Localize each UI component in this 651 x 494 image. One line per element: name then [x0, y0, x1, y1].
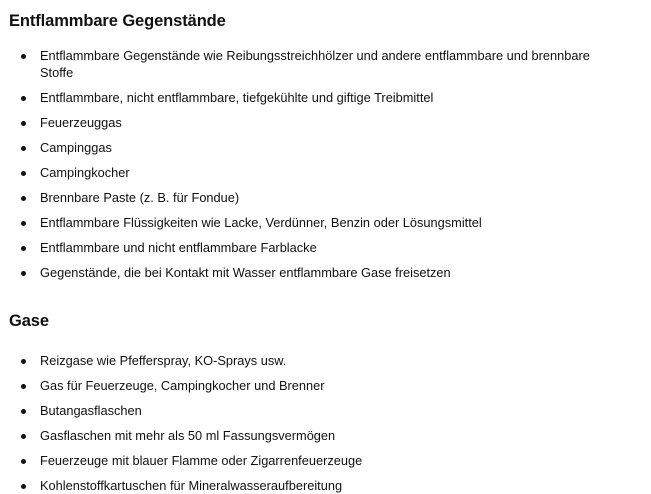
list-item: Campinggas [9, 139, 600, 156]
list-item: Gasflaschen mit mehr als 50 ml Fassungsvermögen [9, 427, 600, 444]
list-item: Reizgase wie Pfefferspray, KO-Sprays usw. [9, 352, 600, 369]
section-heading-gases: Gase [9, 312, 49, 330]
list-item: Gas für Feuerzeuge, Campingkocher und Brenner [9, 377, 600, 394]
section-heading-flammable: Entflammbare Gegenstände [9, 12, 226, 30]
list-item: Brennbare Paste (z. B. für Fondue) [9, 189, 600, 206]
list-item: Feuerzeuge mit blauer Flamme oder Zigarrenfeuerzeuge [9, 452, 600, 469]
list-item: Gegenstände, die bei Kontakt mit Wasser entflammbare Gase freisetzen [9, 264, 600, 281]
list-item: Entflammbare, nicht entflammbare, tiefgekühlte und giftige Treibmittel [9, 89, 600, 106]
list-item: Entflammbare Gegenstände wie Reibungsstreichhölzer und andere entflammbare und brennbare Stoffe [9, 47, 600, 81]
list-item: Butangasflaschen [9, 402, 600, 419]
list-item: Kohlenstoffkartuschen für Mineralwasseraufbereitung [9, 477, 600, 494]
gases-items-list [9, 352, 651, 494]
list-item: Campingkocher [9, 164, 600, 181]
flammable-items-list [9, 47, 651, 281]
list-item: Entflammbare Flüssigkeiten wie Lacke, Verdünner, Benzin oder Lösungsmittel [9, 214, 600, 231]
list-item: Entflammbare und nicht entflammbare Farblacke [9, 239, 600, 256]
list-item: Feuerzeuggas [9, 114, 600, 131]
